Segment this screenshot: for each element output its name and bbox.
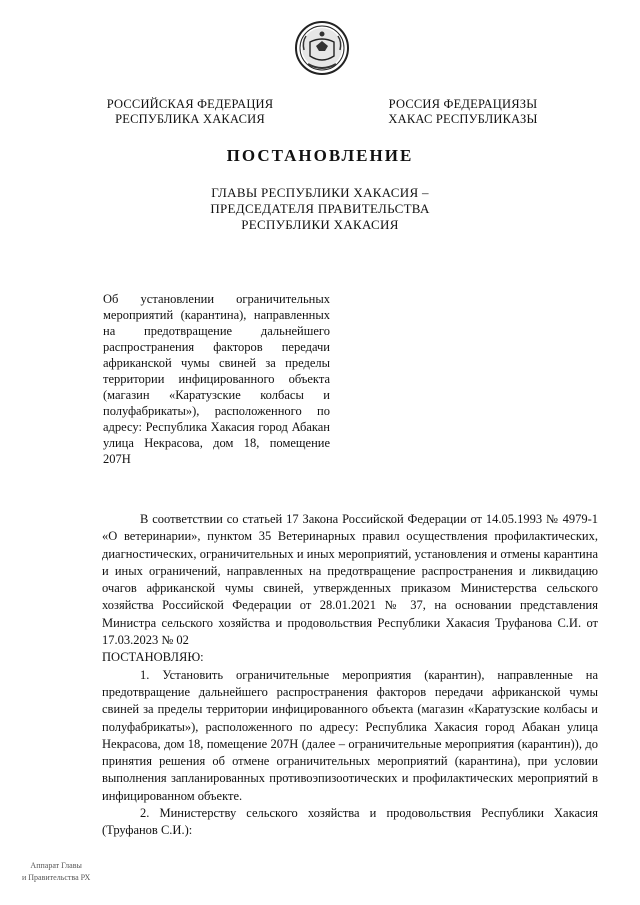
subtitle-line2: ПРЕДСЕДАТЕЛЯ ПРАВИТЕЛЬСТВА	[210, 201, 430, 216]
header-khakas	[368, 97, 558, 127]
header-left-line2: РЕСПУБЛИКА ХАКАСИЯ	[115, 112, 265, 126]
decree-word: ПОСТАНОВЛЯЮ:	[102, 650, 204, 665]
preamble-paragraph: В соответствии со статьей 17 Закона Российской Федерации от 14.05.1993 № 4979-1 «О ветеринарии», пунктом 35 Ветеринарных правил осуществления профилактических, диагностических, ограничительных и иных мероприятий, установления и отмены карантина и иных ограничений, направленных на предотвращение распространения и ликвидацию очагов африканской чумы свиней, утвержденных приказом Министерства сельского хозяйства Российской Федерации от 28.01.2021 № 37, на основании представления Министра сельского хозяйства и продовольствия Республики Хакасия Труфанова С.И. от 17.03.2023 № 02	[102, 512, 598, 648]
header-right-line2: ХАКАС РЕСПУБЛИКАЗЫ	[388, 112, 538, 126]
header-right-line1: РОССИЯ ФЕДЕРАЦИЯЗЫ	[388, 97, 538, 111]
subtitle-line3: РЕСПУБЛИКИ ХАКАСИЯ	[241, 217, 399, 232]
document-title: ПОСТАНОВЛЕНИЕ	[226, 146, 414, 165]
subtitle-line1: ГЛАВЫ РЕСПУБЛИКИ ХАКАСИЯ –	[211, 185, 429, 200]
document-body	[102, 511, 598, 840]
document-subtitle	[150, 185, 490, 233]
header-russian-federation	[100, 97, 280, 127]
header-left-line1: РОССИЙСКАЯ ФЕДЕРАЦИЯ	[106, 97, 274, 111]
footer-line2: и Правительства РХ	[22, 873, 91, 882]
item-2-paragraph: 2. Министерству сельского хозяйства и продовольствия Республики Хакасия (Труфанов С.И.):	[102, 806, 598, 838]
document-subject: Об установлении ограничительных мероприятий (карантина), направленных на предотвращение дальнейшего распространения факторов передачи африканской чумы свиней за пределы территории инфицированного объекта (магазин «Каратузские колбасы и полуфабрикаты»), расположенного по адресу: Республика Хакасия город Абакан улица Некрасова, дом 18, помещение 207Н	[103, 292, 330, 466]
footer-line1: Аппарат Главы	[30, 861, 82, 870]
coat-of-arms-emblem-icon	[294, 20, 350, 76]
item-1-paragraph: 1. Установить ограничительные мероприятия (карантин), направленные на предотвращение дальнейшего распространения факторов передачи африканской чумы свиней за пределы территории инфицированного объекта (магазин «Каратузские колбасы и полуфабрикаты»), расположенного по адресу: Республика Хакасия город Абакан улица Некрасова, дом 18, помещение 207Н (далее – ограничительные мероприятия (карантин)), до принятия решения об отмене ограничительных мероприятий (карантина), при условии выполнения запланированных противоэпизоотических и профилактических мероприятий в инфицированном объекте.	[102, 667, 598, 803]
footer-stamp	[22, 860, 90, 884]
